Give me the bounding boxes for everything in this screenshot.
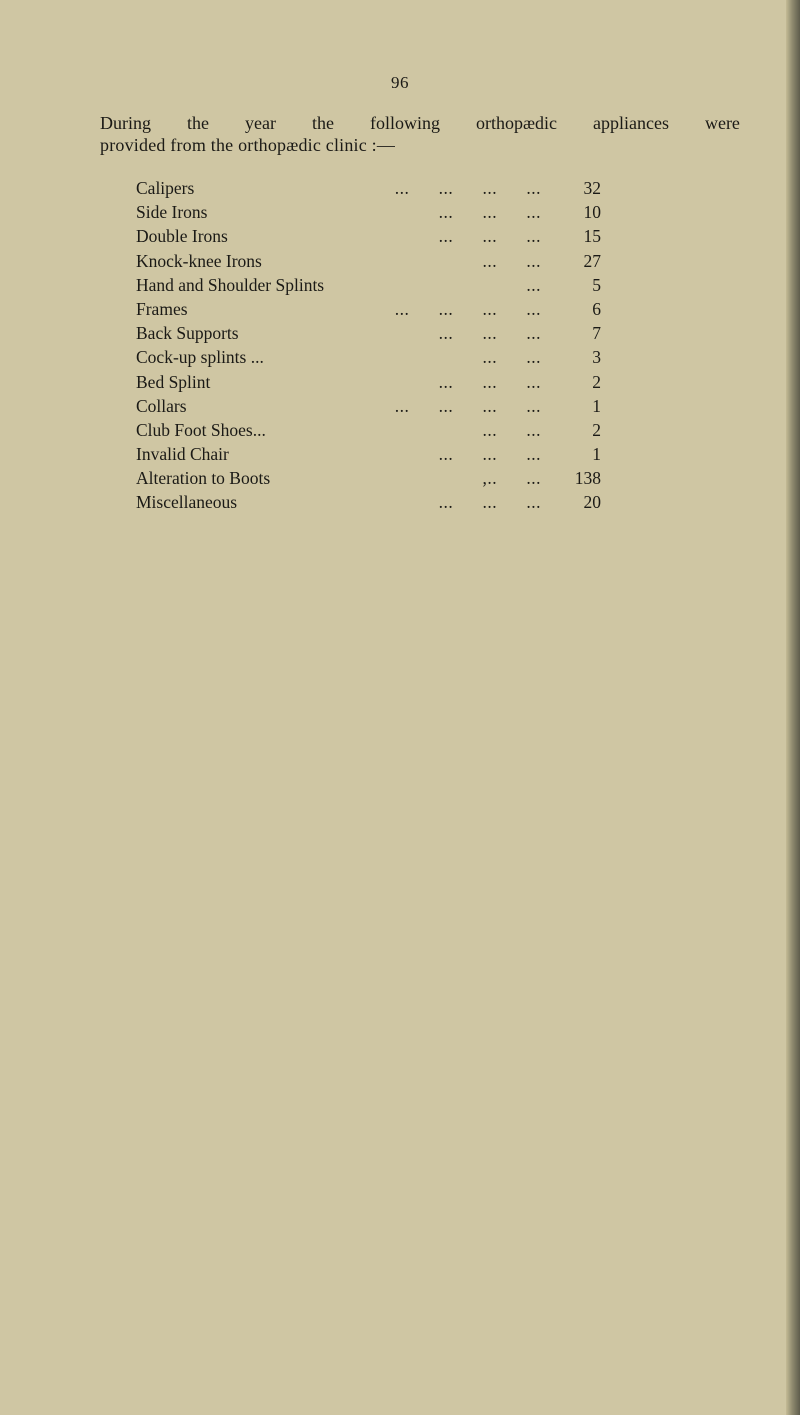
appliance-count: 7 — [592, 323, 601, 344]
page-number: 96 — [391, 73, 409, 92]
intro-word: following — [369, 113, 440, 133]
intro-line-2: provided from the orthopædic clinic :— — [100, 135, 396, 155]
list-item — [136, 273, 601, 297]
appliance-label: Alteration to Boots — [136, 468, 271, 489]
appliance-count: 138 — [574, 468, 601, 489]
leader-dots: ... ... ... ... — [394, 178, 541, 198]
list-item — [136, 418, 601, 442]
list-item — [136, 200, 601, 224]
leader-dots: ... ... ... — [438, 323, 541, 344]
appliance-label: Knock-knee Irons — [136, 250, 262, 271]
appliance-count: 1 — [592, 395, 601, 416]
list-item — [136, 176, 601, 200]
intro-word: were — [704, 113, 740, 133]
leader-dots: ,.. ... — [482, 468, 541, 489]
appliance-label: Double Irons — [136, 226, 228, 247]
leader-dots: ... ... ... ... — [394, 395, 541, 416]
leader-dots: ... ... — [482, 347, 541, 368]
intro-word: the — [187, 113, 209, 133]
leader-dots: ... ... — [482, 419, 541, 440]
intro-word: During — [100, 113, 151, 133]
leader-dots: ... ... — [482, 250, 541, 271]
list-item — [136, 490, 601, 514]
list-item — [136, 345, 601, 369]
appliance-label: Club Foot Shoes... — [136, 419, 266, 440]
list-item — [136, 297, 601, 321]
appliance-list — [136, 176, 601, 515]
intro-paragraph — [100, 112, 740, 156]
appliance-count: 10 — [583, 202, 601, 223]
leader-dots: ... ... ... — [438, 371, 541, 392]
appliance-count: 3 — [592, 347, 601, 368]
intro-word: the — [311, 113, 334, 133]
appliance-count: 2 — [592, 419, 601, 440]
leader-dots: ... — [526, 274, 541, 295]
leader-dots: ... ... ... ... — [394, 298, 541, 319]
appliance-count: 6 — [592, 298, 601, 319]
appliance-label: Back Supports — [136, 323, 239, 344]
leader-dots: ... ... ... — [438, 444, 541, 465]
appliance-count: 20 — [583, 492, 601, 513]
leader-dots: ... ... ... — [438, 202, 541, 223]
list-item — [136, 394, 601, 418]
appliance-count: 5 — [592, 274, 601, 295]
list-item — [136, 442, 601, 466]
appliance-label: Bed Splint — [136, 371, 211, 392]
page-edge-shadow — [786, 0, 800, 1415]
intro-word: appliances — [592, 113, 669, 133]
list-item — [136, 249, 601, 273]
appliance-label: Frames — [136, 298, 188, 319]
list-item — [136, 370, 601, 394]
appliance-count: 32 — [583, 178, 601, 198]
appliance-count: 1 — [592, 444, 601, 465]
intro-line-1 — [100, 112, 740, 134]
intro-word: orthopædic — [475, 113, 557, 133]
appliance-label: Miscellaneous — [136, 492, 238, 513]
list-item — [136, 224, 601, 248]
leader-dots: ... ... ... — [438, 226, 541, 247]
appliance-count: 15 — [583, 226, 601, 247]
appliance-count: 2 — [592, 371, 601, 392]
appliance-label: Side Irons — [136, 202, 208, 223]
intro-word: year — [245, 113, 276, 133]
list-item — [136, 466, 601, 490]
leader-dots: ... ... ... — [438, 492, 541, 513]
list-item — [136, 321, 601, 345]
appliance-label: Calipers — [136, 178, 195, 198]
appliance-label: Hand and Shoulder Splints — [136, 274, 325, 295]
appliance-label: Invalid Chair — [136, 444, 229, 465]
appliance-label: Collars — [136, 395, 187, 416]
appliance-label: Cock-up splints ... — [136, 347, 264, 368]
appliance-count: 27 — [583, 250, 601, 271]
